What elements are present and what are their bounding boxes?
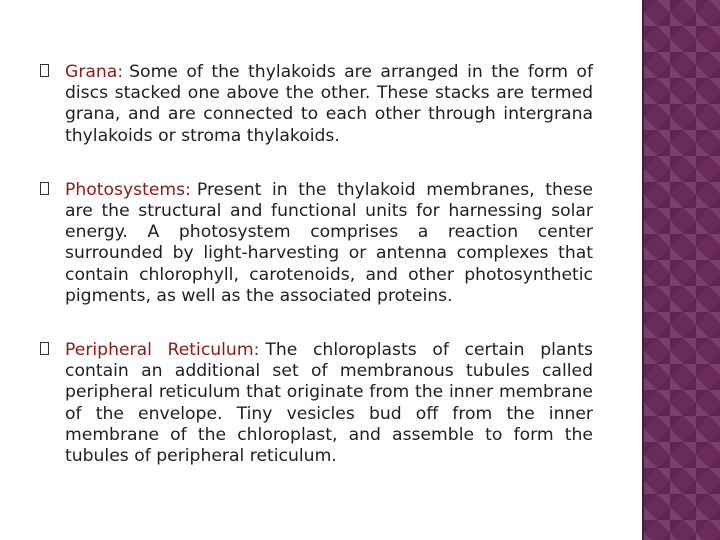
bullet-text: Present in the thylakoid membranes, these are the structural and functional units for harnessing solar energy. A photosystem comprises a reaction center surrounded by light-harvesting or antenna complexes that contain chlorophyll, carotenoids, and other photosynthetic pigments, as well as the associated proteins. [65, 179, 593, 306]
bullet-term: Photosystems: [65, 179, 191, 200]
bullet-text: The chloroplasts of certain plants contain an additional set of membranous tubules called peripheral reticulum that originate from the inner membrane of the envelope. Tiny vesicles bud off from the inner membrane of the chloroplast, and assemble to form the tubules of peripheral reticulum. [65, 340, 594, 467]
bullet-peripheral-reticulum [40, 340, 593, 467]
bullet-list [40, 62, 593, 467]
hollow-square-icon [40, 64, 49, 77]
bullet-term: Peripheral Reticulum: [65, 340, 260, 361]
hollow-square-icon [40, 182, 49, 195]
decorative-side-panel [642, 0, 720, 540]
bullet-photosystems [40, 180, 593, 307]
bullet-term: Grana: [65, 62, 124, 82]
hollow-square-icon [40, 342, 49, 355]
bullet-grana [40, 62, 593, 147]
bullet-text: Some of the thylakoids are arranged in the form of discs stacked one above the other. These stacks are termed grana, and are connected to each other through intergrana thylakoids or stroma thylakoids. [65, 62, 593, 146]
